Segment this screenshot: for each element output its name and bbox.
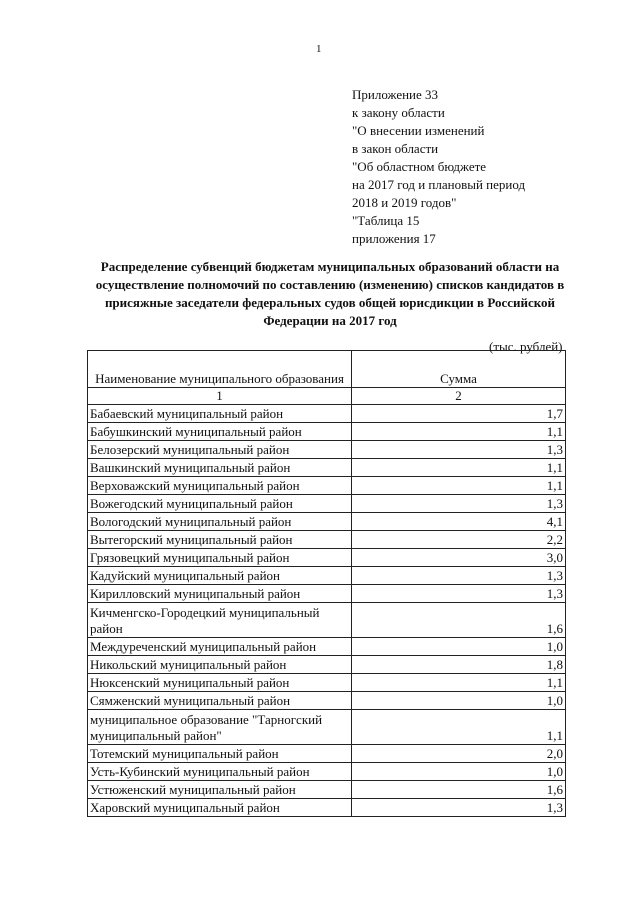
subsidy-amount: 1,3 <box>352 495 566 513</box>
page-number: 1 <box>316 43 322 55</box>
document-title: Распределение субвенций бюджетам муниципальных образований области на осуществление полномочий по составлению (изменению) списков кандидатов в присяжные заседатели федеральных судов общей юрисдикции в Российской Федерации на 2017 год <box>95 259 565 328</box>
municipality-name: Белозерский муниципальный район <box>88 441 352 459</box>
appendix-line: к закону области <box>352 105 445 120</box>
municipality-name: муниципальное образование "Тарногский муниципальный район" <box>88 710 352 745</box>
table-row <box>88 781 566 799</box>
municipality-name: Кадуйский муниципальный район <box>88 567 352 585</box>
municipality-name: Вожегодский муниципальный район <box>88 495 352 513</box>
subsidy-amount: 1,1 <box>352 459 566 477</box>
subsidy-amount: 1,7 <box>352 405 566 423</box>
municipality-name: Кирилловский муниципальный район <box>88 585 352 603</box>
municipality-name: Сямженский муниципальный район <box>88 692 352 710</box>
table-row <box>88 423 566 441</box>
subsidy-amount: 1,3 <box>352 567 566 585</box>
subsidy-amount: 1,6 <box>352 603 566 638</box>
appendix-line: приложения 17 <box>352 231 436 246</box>
subsidy-amount: 3,0 <box>352 549 566 567</box>
table-row <box>88 656 566 674</box>
table-row <box>88 477 566 495</box>
appendix-line: "О внесении изменений <box>352 123 485 138</box>
subsidy-amount: 1,1 <box>352 423 566 441</box>
municipality-name: Верховажский муниципальный район <box>88 477 352 495</box>
municipality-name: Бабушкинский муниципальный район <box>88 423 352 441</box>
appendix-line: на 2017 год и плановый период <box>352 177 526 192</box>
municipality-name: Бабаевский муниципальный район <box>88 405 352 423</box>
table-row <box>88 513 566 531</box>
municipality-name: Харовский муниципальный район <box>88 799 352 817</box>
table-row <box>88 441 566 459</box>
units-label: (тыс. рублей) <box>489 339 563 354</box>
table-row <box>88 745 566 763</box>
municipality-name: Вологодский муниципальный район <box>88 513 352 531</box>
appendix-line: 2018 и 2019 годов" <box>352 195 457 210</box>
header-name: Наименование муниципального образования <box>88 351 352 388</box>
table-row <box>88 710 566 745</box>
column-number: 1 <box>88 388 352 405</box>
table-row <box>88 799 566 817</box>
table-row <box>88 549 566 567</box>
table-row <box>88 674 566 692</box>
subsidy-amount: 1,3 <box>352 441 566 459</box>
table-row <box>88 495 566 513</box>
subsidy-amount: 1,6 <box>352 781 566 799</box>
table-row <box>88 531 566 549</box>
subsidy-amount: 1,3 <box>352 585 566 603</box>
table-header-row <box>88 351 566 388</box>
municipality-name: Усть-Кубинский муниципальный район <box>88 763 352 781</box>
municipality-name: Вытегорский муниципальный район <box>88 531 352 549</box>
table-row <box>88 603 566 638</box>
subsidy-amount: 4,1 <box>352 513 566 531</box>
subsidy-amount: 1,1 <box>352 710 566 745</box>
municipality-name: Никольский муниципальный район <box>88 656 352 674</box>
appendix-reference <box>352 86 525 248</box>
appendix-line: "Об областном бюджете <box>352 159 487 174</box>
subsidy-amount: 1,8 <box>352 656 566 674</box>
municipality-name: Вашкинский муниципальный район <box>88 459 352 477</box>
table-row <box>88 567 566 585</box>
appendix-line: "Таблица 15 <box>352 213 420 228</box>
table-row <box>88 405 566 423</box>
municipality-name: Междуреченский муниципальный район <box>88 638 352 656</box>
header-amount: Сумма <box>352 351 566 388</box>
column-number-row <box>88 388 566 405</box>
table-row <box>88 459 566 477</box>
municipality-name: Грязовецкий муниципальный район <box>88 549 352 567</box>
subsidy-table <box>87 350 566 817</box>
subsidy-amount: 1,1 <box>352 477 566 495</box>
subsidy-amount: 1,3 <box>352 799 566 817</box>
table-row <box>88 763 566 781</box>
subsidy-amount: 1,1 <box>352 674 566 692</box>
subsidy-amount: 2,0 <box>352 745 566 763</box>
appendix-line: в закон области <box>352 141 439 156</box>
column-number: 2 <box>352 388 566 405</box>
subsidy-amount: 1,0 <box>352 692 566 710</box>
table-row <box>88 585 566 603</box>
municipality-name: Кичменгско-Городецкий муниципальный район <box>88 603 352 638</box>
municipality-name: Нюксенский муниципальный район <box>88 674 352 692</box>
appendix-line: Приложение 33 <box>352 87 439 102</box>
municipality-name: Тотемский муниципальный район <box>88 745 352 763</box>
subsidy-amount: 1,0 <box>352 638 566 656</box>
subsidy-amount: 2,2 <box>352 531 566 549</box>
table-row <box>88 638 566 656</box>
table-row <box>88 692 566 710</box>
subsidy-amount: 1,0 <box>352 763 566 781</box>
municipality-name: Устюженский муниципальный район <box>88 781 352 799</box>
